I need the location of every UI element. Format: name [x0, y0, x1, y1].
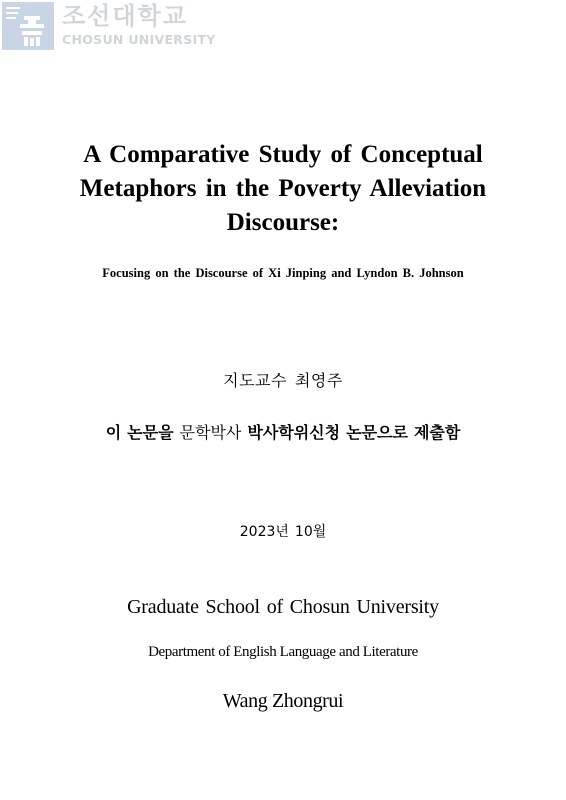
department-name: Department of English Language and Literature	[148, 644, 418, 660]
thesis-title-line: Metaphors in the Poverty Alleviation	[79, 175, 487, 202]
submission-word: 이	[105, 423, 122, 442]
advisor-line	[0, 370, 566, 392]
thesis-title-line: Discourse:	[226, 209, 340, 236]
university-logo	[2, 2, 232, 50]
thesis-subtitle: Focusing on the Discourse of Xi Jinping and Lyndon B. Johnson	[102, 266, 464, 280]
university-name-korean: 조선대학교	[62, 2, 188, 30]
university-name-english: CHOSUN UNIVERSITY	[62, 32, 216, 47]
submission-word: 제출함	[413, 423, 461, 442]
submission-word: 박사학위신청	[247, 423, 341, 442]
submission-statement	[0, 422, 566, 444]
submission-date	[0, 522, 566, 542]
advisor-name: 최영주	[294, 371, 343, 390]
degree-name: 문학박사	[179, 423, 242, 442]
date-month: 10월	[294, 524, 327, 540]
thesis-title	[60, 138, 506, 240]
thesis-title-line: A Comparative Study of Conceptual	[83, 141, 483, 168]
graduate-school: Graduate School of Chosun University	[127, 596, 439, 618]
submission-word: 논문을	[127, 423, 174, 442]
advisor-label: 지도교수	[223, 371, 287, 390]
submission-word: 논문으로	[346, 423, 408, 442]
university-emblem-icon	[2, 2, 54, 50]
author-name: Wang Zhongrui	[222, 690, 344, 712]
date-year: 2023년	[239, 524, 289, 540]
